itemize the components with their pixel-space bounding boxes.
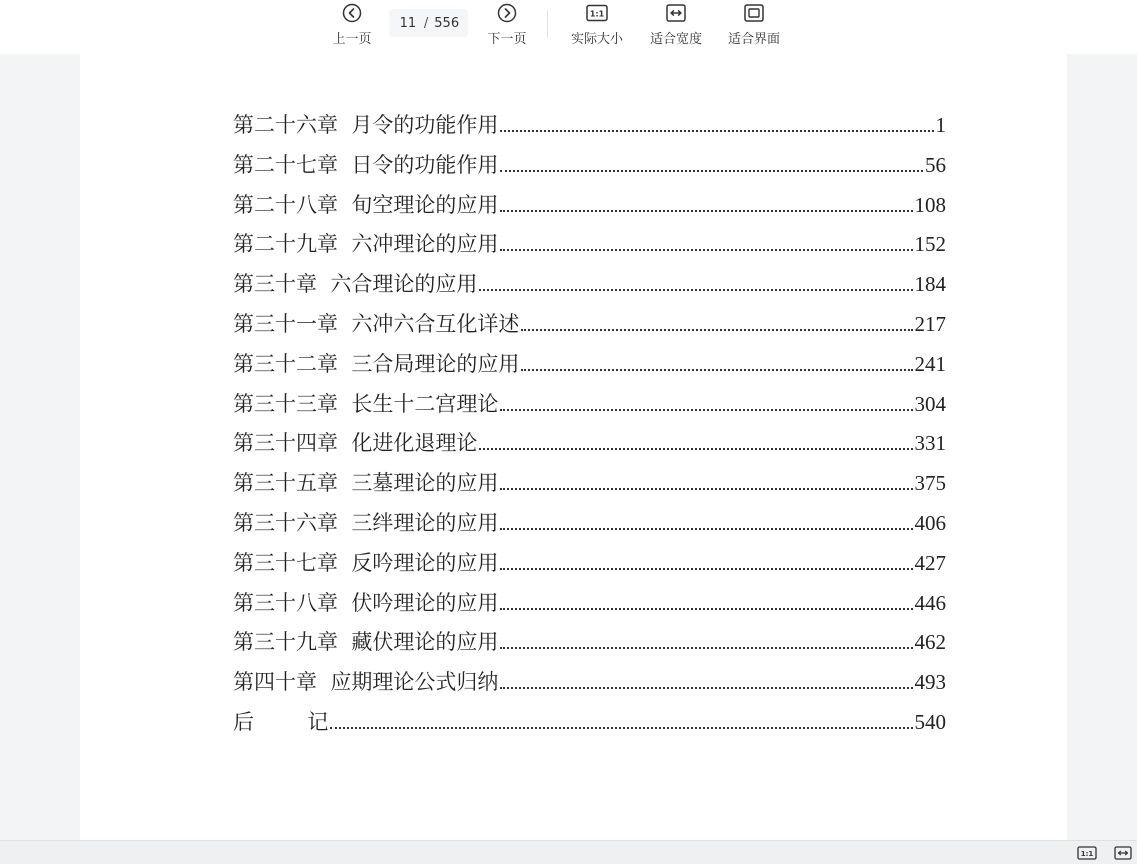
- toc-entry[interactable]: [233, 589, 946, 617]
- toc-leader-dots: [521, 369, 912, 371]
- toc-entry-title: 第三十六章 三绊理论的应用: [233, 511, 499, 535]
- one-to-one-icon: [1077, 845, 1097, 864]
- toc-entry[interactable]: [233, 350, 946, 378]
- toc-entry[interactable]: [233, 429, 946, 457]
- actual-size-button[interactable]: [566, 2, 628, 50]
- toc-entry-title: 第三十二章 三合局理论的应用: [233, 352, 520, 376]
- toc-entry-title: 第三十八章 伏吟理论的应用: [233, 591, 499, 615]
- toc-entry-title: 第二十六章 月令的功能作用: [233, 113, 499, 137]
- toc-entry-title: 第三十三章 长生十二宫理论: [233, 392, 499, 416]
- toc-entry-page: 217: [914, 312, 946, 336]
- toc-entry[interactable]: [233, 509, 946, 537]
- toc-entry-page: 108: [914, 193, 946, 217]
- toc-leader-dots: [500, 568, 912, 570]
- toc-leader-dots: [500, 210, 912, 212]
- toc-entry[interactable]: [233, 469, 946, 497]
- fit-page-button[interactable]: [723, 2, 785, 50]
- viewer-toolbar: [0, 0, 1137, 54]
- total-pages: 556: [434, 15, 460, 31]
- toc-leader-dots: [500, 647, 912, 649]
- toc-entry[interactable]: [233, 151, 946, 179]
- statusbar-actual-size-icon-text: 1:1: [1080, 849, 1094, 858]
- toc-entry[interactable]: [233, 390, 946, 418]
- toc-leader-dots: [500, 687, 912, 689]
- document-page: [80, 54, 1067, 840]
- current-page-input[interactable]: 11: [399, 15, 417, 31]
- toc-entry-page: 152: [914, 232, 946, 256]
- page-indicator: [389, 9, 468, 37]
- prev-page-label: 上一页: [332, 32, 372, 47]
- actual-size-icon-text: 1:1: [589, 9, 605, 19]
- fit-width-label: 适合宽度: [649, 32, 702, 47]
- toc-leader-dots: [500, 170, 923, 172]
- toolbar-divider: [547, 10, 548, 38]
- toc-entry-page: 493: [914, 670, 946, 694]
- toc-entry[interactable]: [233, 111, 946, 139]
- document-viewer[interactable]: [0, 54, 1137, 840]
- toc-entry-title: 后 记: [233, 710, 329, 734]
- toc-leader-dots: [500, 409, 912, 411]
- toc-entry[interactable]: [233, 191, 946, 219]
- toc-entry[interactable]: [233, 668, 946, 696]
- toc-entry-page: 462: [914, 630, 946, 654]
- toc-entry-page: 56: [925, 153, 946, 177]
- fit-page-label: 适合界面: [727, 32, 780, 47]
- page-separator: /: [423, 15, 429, 31]
- toc-entry-page: 446: [914, 591, 946, 615]
- toc-entry-page: 304: [914, 392, 946, 416]
- one-to-one-icon: [586, 2, 608, 24]
- toc-leader-dots: [500, 488, 912, 490]
- next-page-label: 下一页: [487, 32, 527, 47]
- statusbar-actual-size-button[interactable]: [1077, 846, 1097, 862]
- fit-width-icon: [666, 2, 686, 24]
- chevron-left-circle-icon: [342, 2, 362, 24]
- toc-entry[interactable]: [233, 310, 946, 338]
- toc-entry[interactable]: [233, 628, 946, 656]
- fit-width-button[interactable]: [645, 2, 707, 50]
- prev-page-button[interactable]: [328, 2, 376, 50]
- toc-entry-title: 第三十一章 六冲六合互化详述: [233, 312, 520, 336]
- toc-leader-dots: [500, 528, 912, 530]
- toc-leader-dots: [500, 130, 933, 132]
- toc-entry-title: 第二十九章 六冲理论的应用: [233, 232, 499, 256]
- fit-page-icon: [744, 2, 764, 24]
- toc-entry-page: 241: [914, 352, 946, 376]
- fit-width-icon: [1114, 845, 1132, 864]
- toc-entry-page: 406: [914, 511, 946, 535]
- toc-entry-page: 427: [914, 551, 946, 575]
- toc-entry-title: 第三十章 六合理论的应用: [233, 272, 478, 296]
- toc-entry-page: 1: [935, 113, 946, 137]
- actual-size-label: 实际大小: [570, 32, 623, 47]
- toc-entry[interactable]: [233, 549, 946, 577]
- toc-entry-title: 第二十七章 日令的功能作用: [233, 153, 499, 177]
- toc-entry-title: 第三十四章 化进化退理论: [233, 431, 478, 455]
- toc-entry-title: 第二十八章 旬空理论的应用: [233, 193, 499, 217]
- toc-leader-dots: [500, 608, 912, 610]
- toc-entry-title: 第三十九章 藏伏理论的应用: [233, 630, 499, 654]
- toc-entry[interactable]: [233, 230, 946, 258]
- toc-leader-dots: [500, 249, 912, 251]
- toc-entry[interactable]: [233, 708, 946, 736]
- next-page-button[interactable]: [483, 2, 531, 50]
- chevron-right-circle-icon: [497, 2, 517, 24]
- toc-entry[interactable]: [233, 270, 946, 298]
- status-bar: [0, 840, 1137, 864]
- toc-leader-dots: [479, 289, 912, 291]
- toc-leader-dots: [330, 727, 912, 729]
- toc-leader-dots: [521, 329, 912, 331]
- toc-entry-page: 331: [914, 431, 946, 455]
- toc-entry-title: 第三十五章 三墓理论的应用: [233, 471, 499, 495]
- toc-entry-page: 184: [914, 272, 946, 296]
- toc-leader-dots: [479, 448, 912, 450]
- toc-entry-title: 第四十章 应期理论公式归纳: [233, 670, 499, 694]
- toc-entry-title: 第三十七章 反吟理论的应用: [233, 551, 499, 575]
- toc-entry-page: 540: [914, 710, 946, 734]
- statusbar-fit-width-button[interactable]: [1113, 846, 1133, 862]
- toc-entry-page: 375: [914, 471, 946, 495]
